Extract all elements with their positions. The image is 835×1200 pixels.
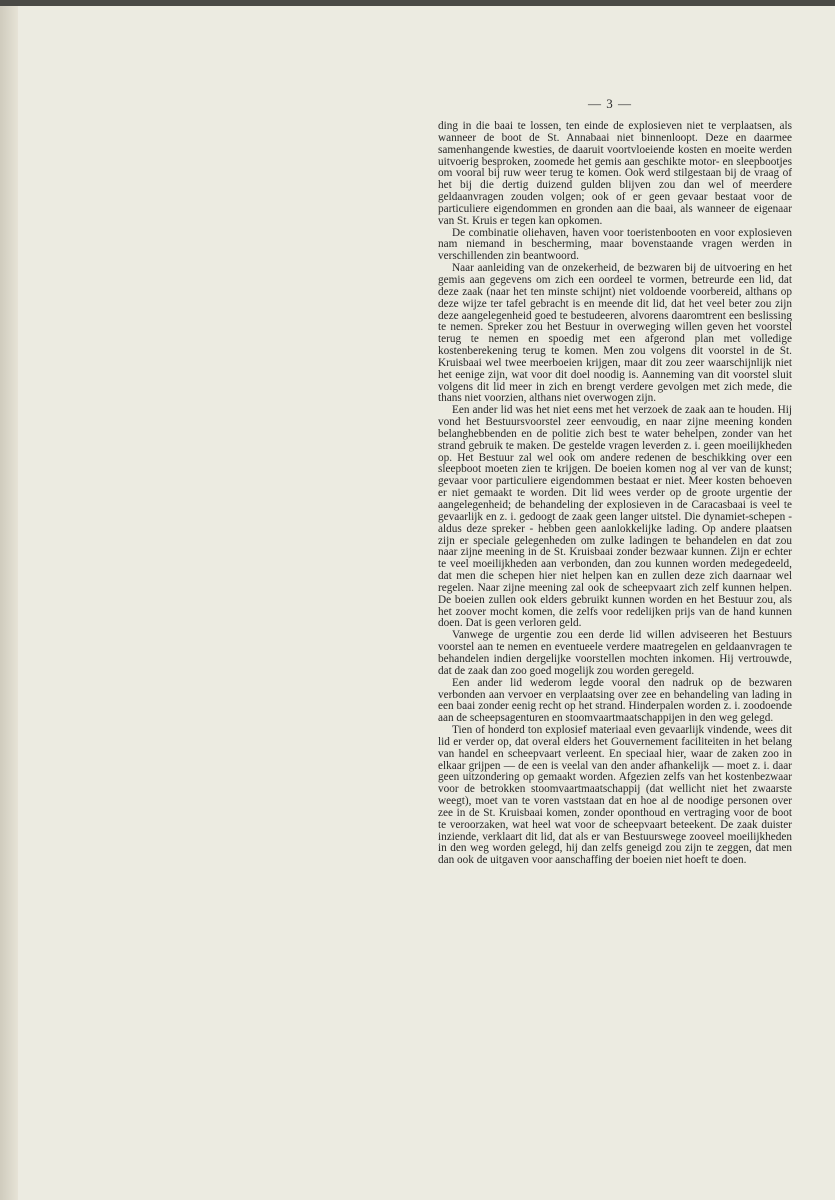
paragraph-1: ding in die baai te lossen, ten einde de explosieven niet te verplaatsen, als wanneer de boot de St. Annabaai niet binnenloopt. Deze en daarmee samenhangende kwesties, de daaruit voortvloeiende kosten en moeite werden uitvoerig besproken, zoomede het gemis aan geschikte motor- en sleepbootjes om vooral bij ruw weer terug te komen. Ook werd stilgestaan bij de vraag of het bij die dertig duizend gulden blijven zou dan wel of meerdere geldaanvragen zouden volgen; ook of er geen gevaar bestaat voor de particuliere eigendommen en gronden aan die baai, als wanneer de eigenaar van St. Kruis er tegen kan opkomen. (438, 120, 792, 227)
paragraph-6: Een ander lid wederom legde vooral den nadruk op de bezwaren verbonden aan vervoer en verplaatsing over zee en behandeling van lading in een baai zonder eenig recht op het strand. Hinderpalen worden z. i. zoodoende aan de scheepsagenturen en stoomvaartmaatschappijen in den weg gelegd. (438, 676, 792, 725)
paragraph-2: De combinatie oliehaven, haven voor toeristenbooten en voor explosieven nam niemand in bescherming, maar bovenstaande vragen werden in verschillenden zin beantwoord. (438, 226, 792, 263)
page-binding-edge (0, 6, 18, 1200)
text-column (438, 121, 792, 867)
page-number: — 3 — (588, 96, 632, 111)
paragraph-4: Een ander lid was het niet eens met het verzoek de zaak aan te houden. Hij vond het Bestuursvoorstel zeer eenvoudig, en naar zijne meening konden belanghebbenden en de politie zich best te water behelpen, zonder van het strand gebruik te maken. De gestelde vragen leverden z. i. geen moeilijkheden op. Het Bestuur zal wel ook om andere redenen de beschikking over een sleepboot moeten zien te krijgen. De boeien komen nog al ver van de kunst; gevaar voor particuliere eigendommen bestaat er niet. Meer kosten behoeven er niet gemaakt te worden. Dit lid wees verder op de groote urgentie der aangelegenheid; de behandeling der explosieven in de Caracasbaai is veel te gevaarlijk en z. i. gedoogt de zaak geen langer uitstel. Die dynamiet-schepen - aldus deze spreker - hebben geen aanlokkelijke lading. Op andere plaatsen zijn er speciale gelegenheden om zulke ladingen te behandelen en dat zou naar zijne meening in de St. Kruisbaai zonder bezwaar kunnen. Zijn er echter te veel moeilijkheden aan verbonden, dan zou kunnen worden medegedeeld, dat men die schepen hier niet helpen kan en zullen deze zich daarnaar wel regelen. Naar zijne meening zal ook de scheepvaart zich zelf kunnen helpen. De boeien zullen ook elders gebruikt kunnen worden en het Bestuur zou, als het zoover mocht komen, die zelfs voor redelijken prijs van de hand kunnen doen. Dat is geen verloren geld. (438, 404, 792, 630)
paragraph-5: Vanwege de urgentie zou een derde lid willen adviseeren het Bestuurs voorstel aan te nemen en eventueele verdere maatregelen en geldaanvragen te behandelen indien dergelijke voorstellen mochten inkomen. Hij vertrouwde, dat de zaak dan zoo goed mogelijk zou worden geregeld. (438, 629, 792, 677)
paragraph-7: Tien of honderd ton explosief materiaal even gevaarlijk vindende, wees dit lid er verder op, dat overal elders het Gouvernement faciliteiten in het belang van handel en scheepvaart verleent. En speciaal hier, waar de zaken zoo in elkaar grijpen — de een is veelal van den ander afhankelijk — moet z. i. daar geen uitzondering op gemaakt worden. Afgezien zelfs van het kostenbezwaar voor de betrokken stoomvaartmaatschappij (dat wellicht niet het zwaarste weegt), moet van te voren vaststaan dat en hoe al de noodige personen over zee in de St. Kruisbaai komen, zonder oponthoud en vertraging voor de boot te veroorzaken, wat heel wat voor de scheepvaart beteekent. De zaak duister inziende, verklaart dit lid, dat als er van Bestuurswege zooveel moeilijkheden in den weg worden gelegd, hij dan zelfs geneigd zou zijn te zeggen, dat men dan ook de uitgaven voor aanschaffing der boeien niet hoeft te doen. (438, 724, 792, 867)
paragraph-3: Naar aanleiding van de onzekerheid, de bezwaren bij de uitvoering en het gemis aan gegevens om zich een oordeel te vormen, betreurde een lid, dat deze zaak (naar het ten minste schijnt) niet voldoende voorbereid, althans op deze wijze ter tafel gebracht is en meende dit lid, dat het veel beter zou zijn deze aangelegenheid goed te bestudeeren, alvorens daaromtrent een beslissing te nemen. Spreker zou het Bestuur in overweging willen geven het voorstel terug te nemen en spoedig met een afgerond plan met volledige kostenberekening terug te komen. Men zou volgens dit voorstel in de St. Kruisbaai wel twee meerboeien krijgen, maar dit zou zeer waarschijnlijk niet het eenige zijn, wat voor dit doel noodig is. Aanneming van dit voorstel sluit volgens dit lid meer in zich en brengt verdere gevolgen met zich mede, die thans niet voorzien, althans niet overwogen zijn. (438, 262, 792, 405)
